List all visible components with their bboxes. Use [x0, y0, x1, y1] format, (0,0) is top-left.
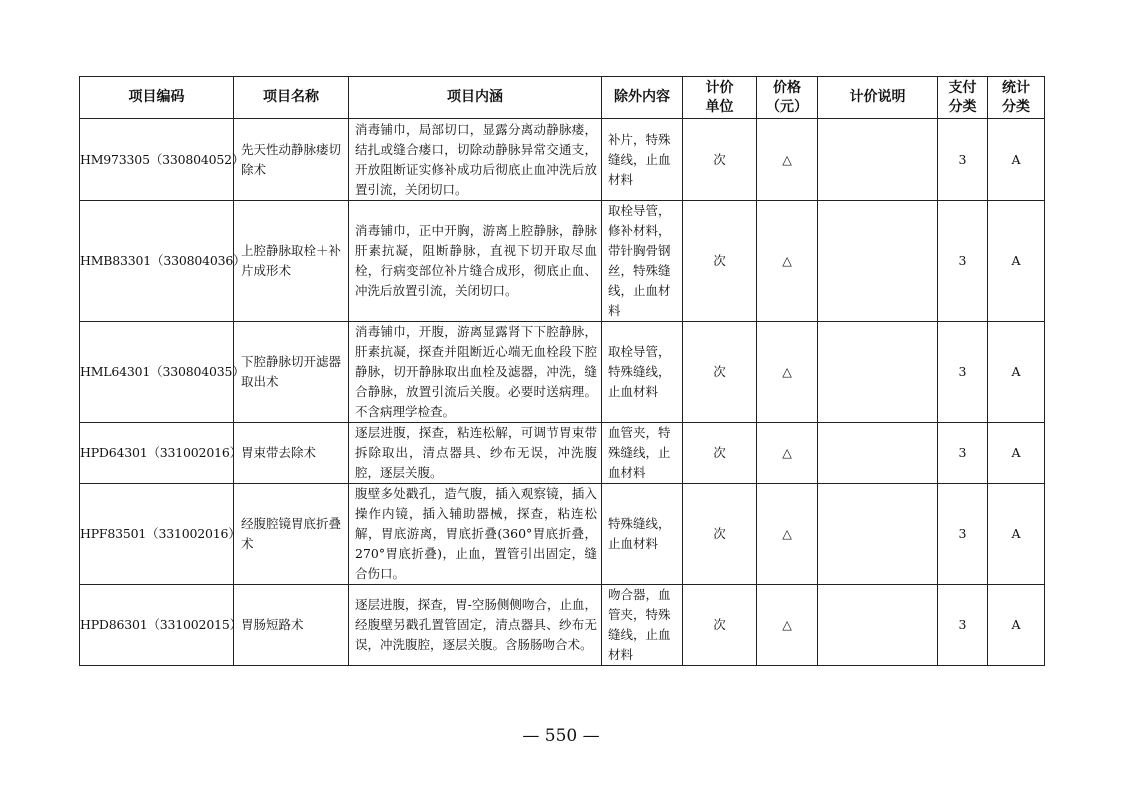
cell-stat-class: A [988, 585, 1045, 666]
cell-code: HPD86301（331002015） [80, 585, 234, 666]
cell-note [818, 423, 938, 484]
cell-content: 消毒铺巾，正中开胸，游离上腔静脉，静脉肝素抗凝，阻断静脉，直视下切开取尽血栓，行病变部位补片缝合成形，彻底止血、冲洗后放置引流，关闭切口。 [349, 201, 602, 322]
table-header-row [80, 77, 1045, 119]
cell-unit: 次 [683, 585, 757, 666]
cell-content: 逐层进腹，探查，胃-空肠侧侧吻合，止血，经腹壁另戳孔置管固定，清点器具、纱布无误，冲洗腹腔，逐层关腹。含肠肠吻合术。 [349, 585, 602, 666]
cell-name: 先天性动静脉瘘切除术 [234, 119, 349, 201]
cell-pay-class: 3 [938, 119, 988, 201]
table-row [80, 322, 1045, 423]
cell-unit: 次 [683, 119, 757, 201]
cell-price: △ [757, 484, 818, 585]
cell-note [818, 201, 938, 322]
header-name: 项目名称 [234, 77, 349, 119]
cell-exclusions: 特殊缝线，止血材料 [602, 484, 683, 585]
table-row [80, 119, 1045, 201]
cell-exclusions: 取栓导管，修补材料，带针胸骨钢丝，特殊缝线，止血材料 [602, 201, 683, 322]
cell-code: HMB83301（330804036） [80, 201, 234, 322]
cell-name: 胃束带去除术 [234, 423, 349, 484]
cell-note [818, 484, 938, 585]
header-pay-class: 支付 分类 [938, 77, 988, 119]
cell-code: HM973305（330804052） [80, 119, 234, 201]
cell-pay-class: 3 [938, 585, 988, 666]
cell-stat-class: A [988, 322, 1045, 423]
cell-content: 腹壁多处戳孔，造气腹，插入观察镜，插入操作内镜，插入辅助器械，探查，粘连松解，胃底游离，胃底折叠(360°胃底折叠，270°胃底折叠)，止血，置管引出固定，缝合伤口。 [349, 484, 602, 585]
cell-note [818, 585, 938, 666]
page-number: — 550 — [522, 726, 600, 746]
cell-price: △ [757, 423, 818, 484]
header-stat-class: 统计 分类 [988, 77, 1045, 119]
table-row [80, 484, 1045, 585]
cell-pay-class: 3 [938, 423, 988, 484]
cell-stat-class: A [988, 484, 1045, 585]
cell-stat-class: A [988, 201, 1045, 322]
cell-content: 消毒铺巾，局部切口，显露分离动静脉瘘，结扎或缝合瘘口，切除动静脉异常交通支，开放阻断证实修补成功后彻底止血冲洗后放置引流，关闭切口。 [349, 119, 602, 201]
cell-content: 消毒铺巾，开腹，游离显露肾下下腔静脉，肝素抗凝，探查并阻断近心端无血栓段下腔静脉，切开静脉取出血栓及滤器，冲洗，缝合静脉，放置引流后关腹。必要时送病理。不含病理学检查。 [349, 322, 602, 423]
header-price: 价格 （元） [757, 77, 818, 119]
table-row [80, 423, 1045, 484]
cell-unit: 次 [683, 423, 757, 484]
cell-price: △ [757, 201, 818, 322]
cell-stat-class: A [988, 119, 1045, 201]
cell-price: △ [757, 585, 818, 666]
cell-note [818, 119, 938, 201]
cell-unit: 次 [683, 322, 757, 423]
cell-unit: 次 [683, 484, 757, 585]
cell-name: 经腹腔镜胃底折叠术 [234, 484, 349, 585]
cell-pay-class: 3 [938, 484, 988, 585]
cell-name: 上腔静脉取栓＋补片成形术 [234, 201, 349, 322]
cell-exclusions: 吻合器，血管夹，特殊缝线，止血材料 [602, 585, 683, 666]
cell-stat-class: A [988, 423, 1045, 484]
fee-schedule-table [79, 76, 1045, 666]
cell-pay-class: 3 [938, 322, 988, 423]
header-exclusions: 除外内容 [602, 77, 683, 119]
cell-price: △ [757, 322, 818, 423]
table-row [80, 585, 1045, 666]
cell-code: HPD64301（331002016） [80, 423, 234, 484]
cell-price: △ [757, 119, 818, 201]
cell-exclusions: 血管夹，特殊缝线，止血材料 [602, 423, 683, 484]
cell-exclusions: 补片，特殊缝线，止血材料 [602, 119, 683, 201]
cell-content: 逐层进腹，探查，粘连松解，可调节胃束带拆除取出，清点器具、纱布无误，冲洗腹腔，逐层关腹。 [349, 423, 602, 484]
cell-name: 胃肠短路术 [234, 585, 349, 666]
table-row [80, 201, 1045, 322]
cell-exclusions: 取栓导管，特殊缝线，止血材料 [602, 322, 683, 423]
cell-pay-class: 3 [938, 201, 988, 322]
header-content: 项目内涵 [349, 77, 602, 119]
header-code: 项目编码 [80, 77, 234, 119]
cell-code: HML64301（330804035） [80, 322, 234, 423]
header-note: 计价说明 [818, 77, 938, 119]
cell-code: HPF83501（331002016） [80, 484, 234, 585]
cell-note [818, 322, 938, 423]
cell-name: 下腔静脉切开滤器取出术 [234, 322, 349, 423]
header-unit: 计价 单位 [683, 77, 757, 119]
cell-unit: 次 [683, 201, 757, 322]
